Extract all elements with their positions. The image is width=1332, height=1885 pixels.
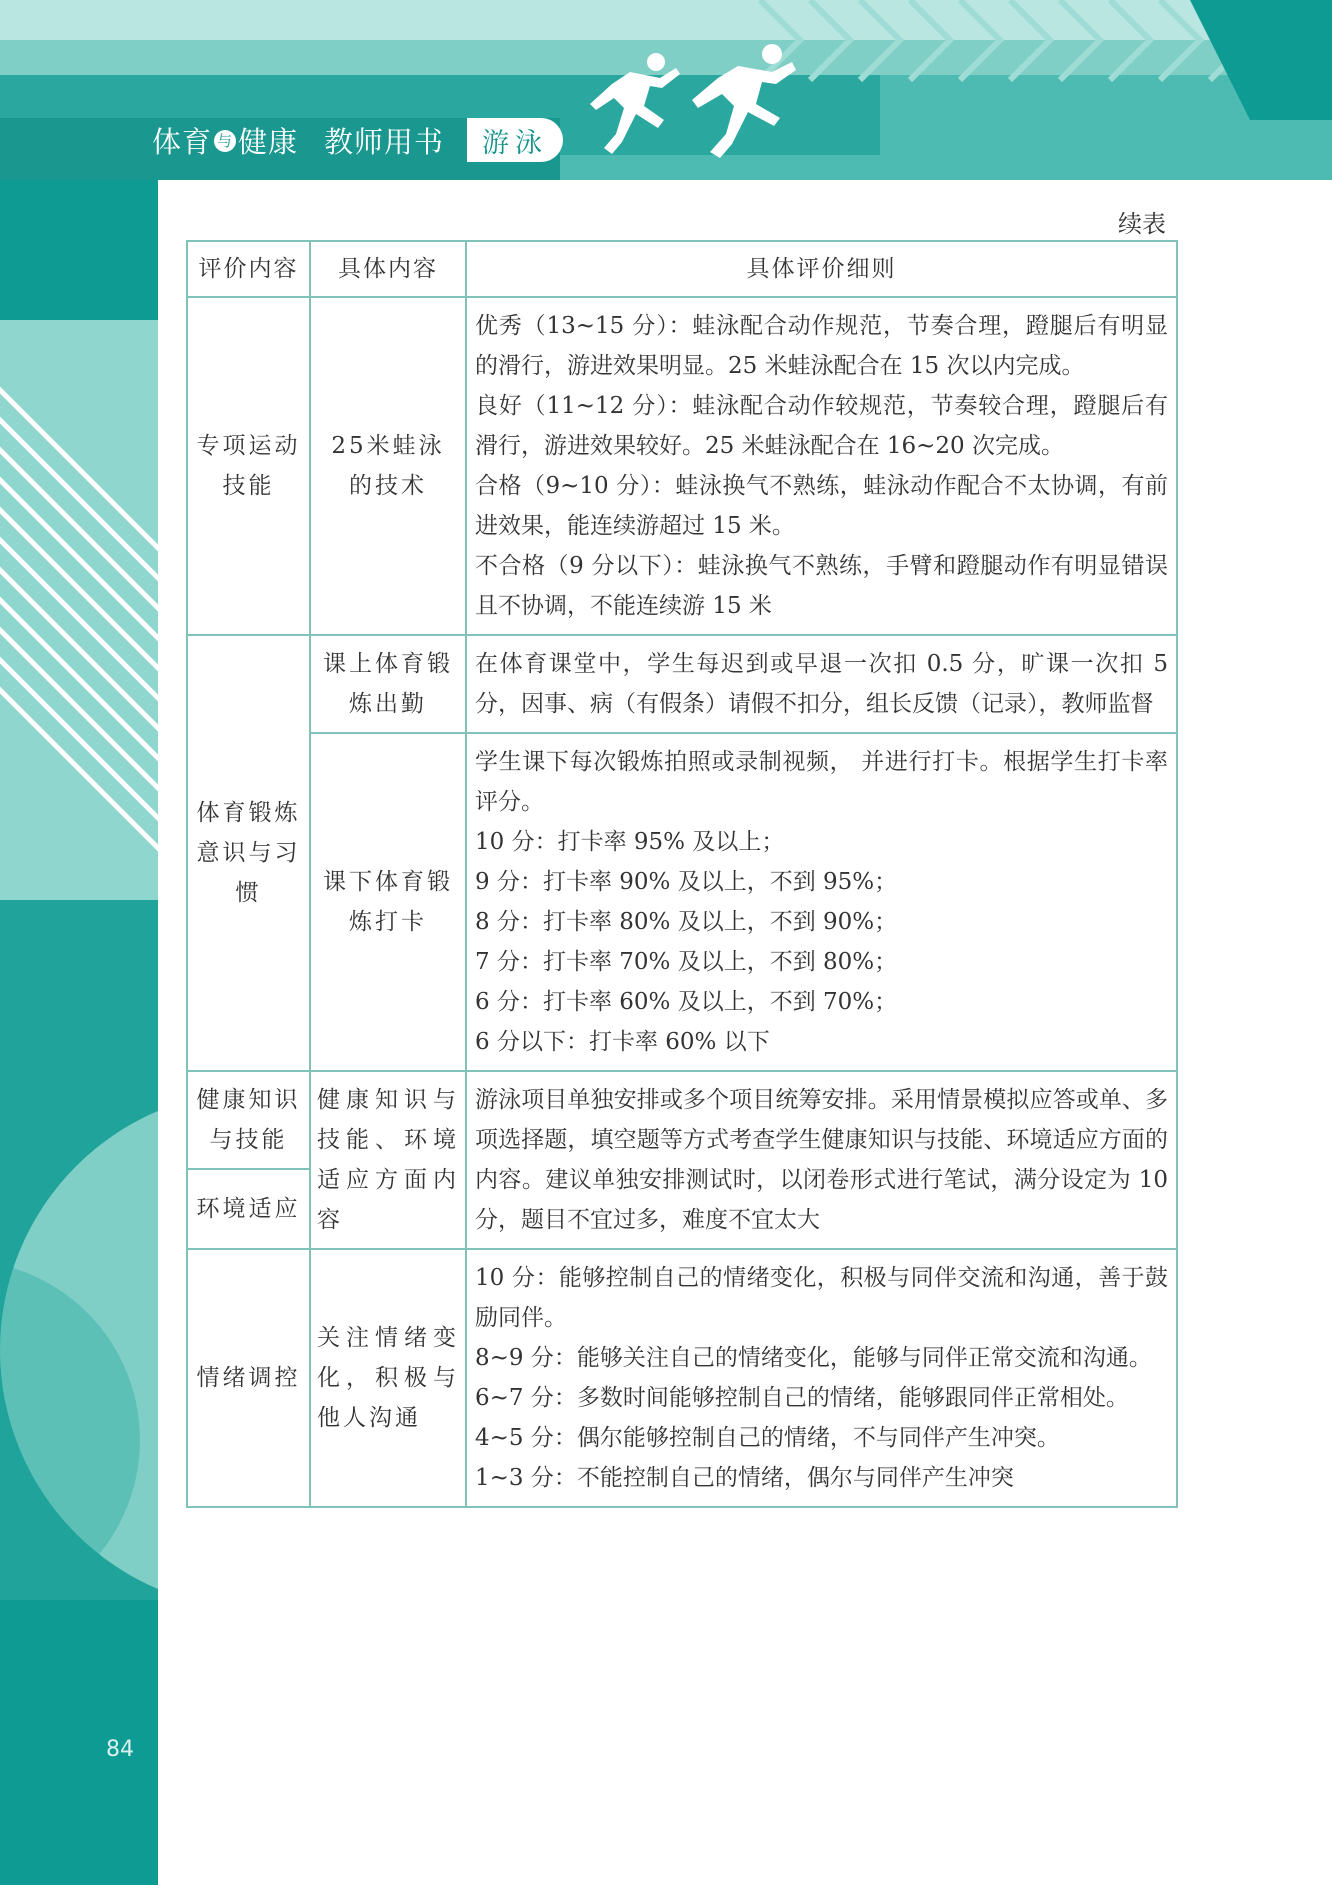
evaluation-table — [186, 240, 1178, 1508]
criteria-line: 6 分：打卡率 60% 及以上，不到 70%； — [475, 989, 898, 1015]
criteria-line: 10 分：能够控制自己的情绪变化，积极与同伴交流和沟通，善于鼓励同伴。 — [475, 1265, 1168, 1331]
criteria-line: 在体育课堂中，学生每迟到或早退一次扣 0.5 分，旷课一次扣 5 分，因事、病（有假条）请假不扣分，组长反馈（记录），教师监督 — [475, 651, 1168, 717]
book-title-part3: 教师用书 — [324, 125, 445, 159]
category-cell: 健康知识与技能 — [187, 1071, 310, 1169]
criteria-line: 不合格（9 分以下）：蛙泳换气不熟练，手臂和蹬腿动作有明显错误且不协调，不能连续游 15 米 — [475, 553, 1168, 619]
header-criteria: 具体评价细则 — [466, 241, 1177, 297]
criteria-line: 10 分：打卡率 95% 及以上； — [475, 829, 785, 855]
category-cell: 体育锻炼意识与习惯 — [187, 635, 310, 1071]
table-row — [187, 635, 1177, 733]
criteria-line: 9 分：打卡率 90% 及以上，不到 95%； — [475, 869, 898, 895]
criteria-line: 6 分以下：打卡率 60% 以下 — [475, 1029, 770, 1055]
book-title-part1: 体育 — [152, 125, 213, 159]
criteria-cell — [466, 635, 1177, 733]
criteria-line: 8 分：打卡率 80% 及以上，不到 90%； — [475, 909, 898, 935]
category-cell: 专项运动技能 — [187, 297, 310, 635]
book-title-part2: 健康 — [238, 125, 299, 159]
criteria-cell — [466, 1071, 1177, 1249]
criteria-line: 合格（9~10 分）：蛙泳换气不熟练，蛙泳动作配合不太协调，有前进效果，能连续游超过 15 米。 — [475, 473, 1168, 539]
table-header-row — [187, 241, 1177, 297]
table-row — [187, 297, 1177, 635]
header-specific-content: 具体内容 — [310, 241, 466, 297]
page-number: 84 — [106, 1737, 134, 1762]
table-row — [187, 733, 1177, 1071]
criteria-line: 7 分：打卡率 70% 及以上，不到 80%； — [475, 949, 898, 975]
criteria-line: 良好（11~12 分）：蛙泳配合动作较规范，节奏较合理，蹬腿后有滑行，游进效果较好。25 米蛙泳配合在 16~20 次完成。 — [475, 393, 1168, 459]
sub-content-cell: 关注情绪变化，积极与他人沟通 — [310, 1249, 466, 1507]
sub-content-cell: 25米蛙泳的技术 — [310, 297, 466, 635]
sub-content-cell: 课上体育锻炼出勤 — [310, 635, 466, 733]
runner-icon-2 — [668, 40, 808, 170]
criteria-line: 8~9 分：能够关注自己的情绪变化，能够与同伴正常交流和沟通。 — [475, 1345, 1152, 1371]
criteria-line: 优秀（13~15 分）：蛙泳配合动作规范，节奏合理，蹬腿后有明显的滑行，游进效果明显。25 米蛙泳配合在 15 次以内完成。 — [475, 313, 1168, 379]
criteria-line: 4~5 分：偶尔能够控制自己的情绪，不与同伴产生冲突。 — [475, 1425, 1060, 1451]
criteria-line: 学生课下每次锻炼拍照或录制视频， 并进行打卡。根据学生打卡率评分。 — [475, 749, 1168, 815]
header-category: 评价内容 — [187, 241, 310, 297]
criteria-cell — [466, 733, 1177, 1071]
criteria-line: 6~7 分：多数时间能够控制自己的情绪，能够跟同伴正常相处。 — [475, 1385, 1129, 1411]
continued-label: 续表 — [1118, 210, 1166, 238]
sub-content-cell: 课下体育锻炼打卡 — [310, 733, 466, 1071]
table-row — [187, 1249, 1177, 1507]
sub-content-cell: 健康知识与技能、环境适应方面内容 — [310, 1071, 466, 1249]
criteria-line: 游泳项目单独安排或多个项目统筹安排。采用情景模拟应答或单、多项选择题，填空题等方式考查学生健康知识与技能、环境适应方面的内容。建议单独安排测试时，以闭卷形式进行笔试，满分设定为 10 分，题目不宜过多，难度不宜太大 — [475, 1087, 1168, 1233]
category-cell: 情绪调控 — [187, 1249, 310, 1507]
category-cell: 环境适应 — [187, 1169, 310, 1249]
book-title-yu: 与 — [214, 130, 236, 152]
criteria-cell — [466, 1249, 1177, 1507]
book-title — [152, 120, 444, 161]
table-row — [187, 1071, 1177, 1169]
chapter-badge: 游泳 — [467, 118, 563, 162]
criteria-line: 1~3 分：不能控制自己的情绪，偶尔与同伴产生冲突 — [475, 1465, 1014, 1491]
criteria-cell — [466, 297, 1177, 635]
